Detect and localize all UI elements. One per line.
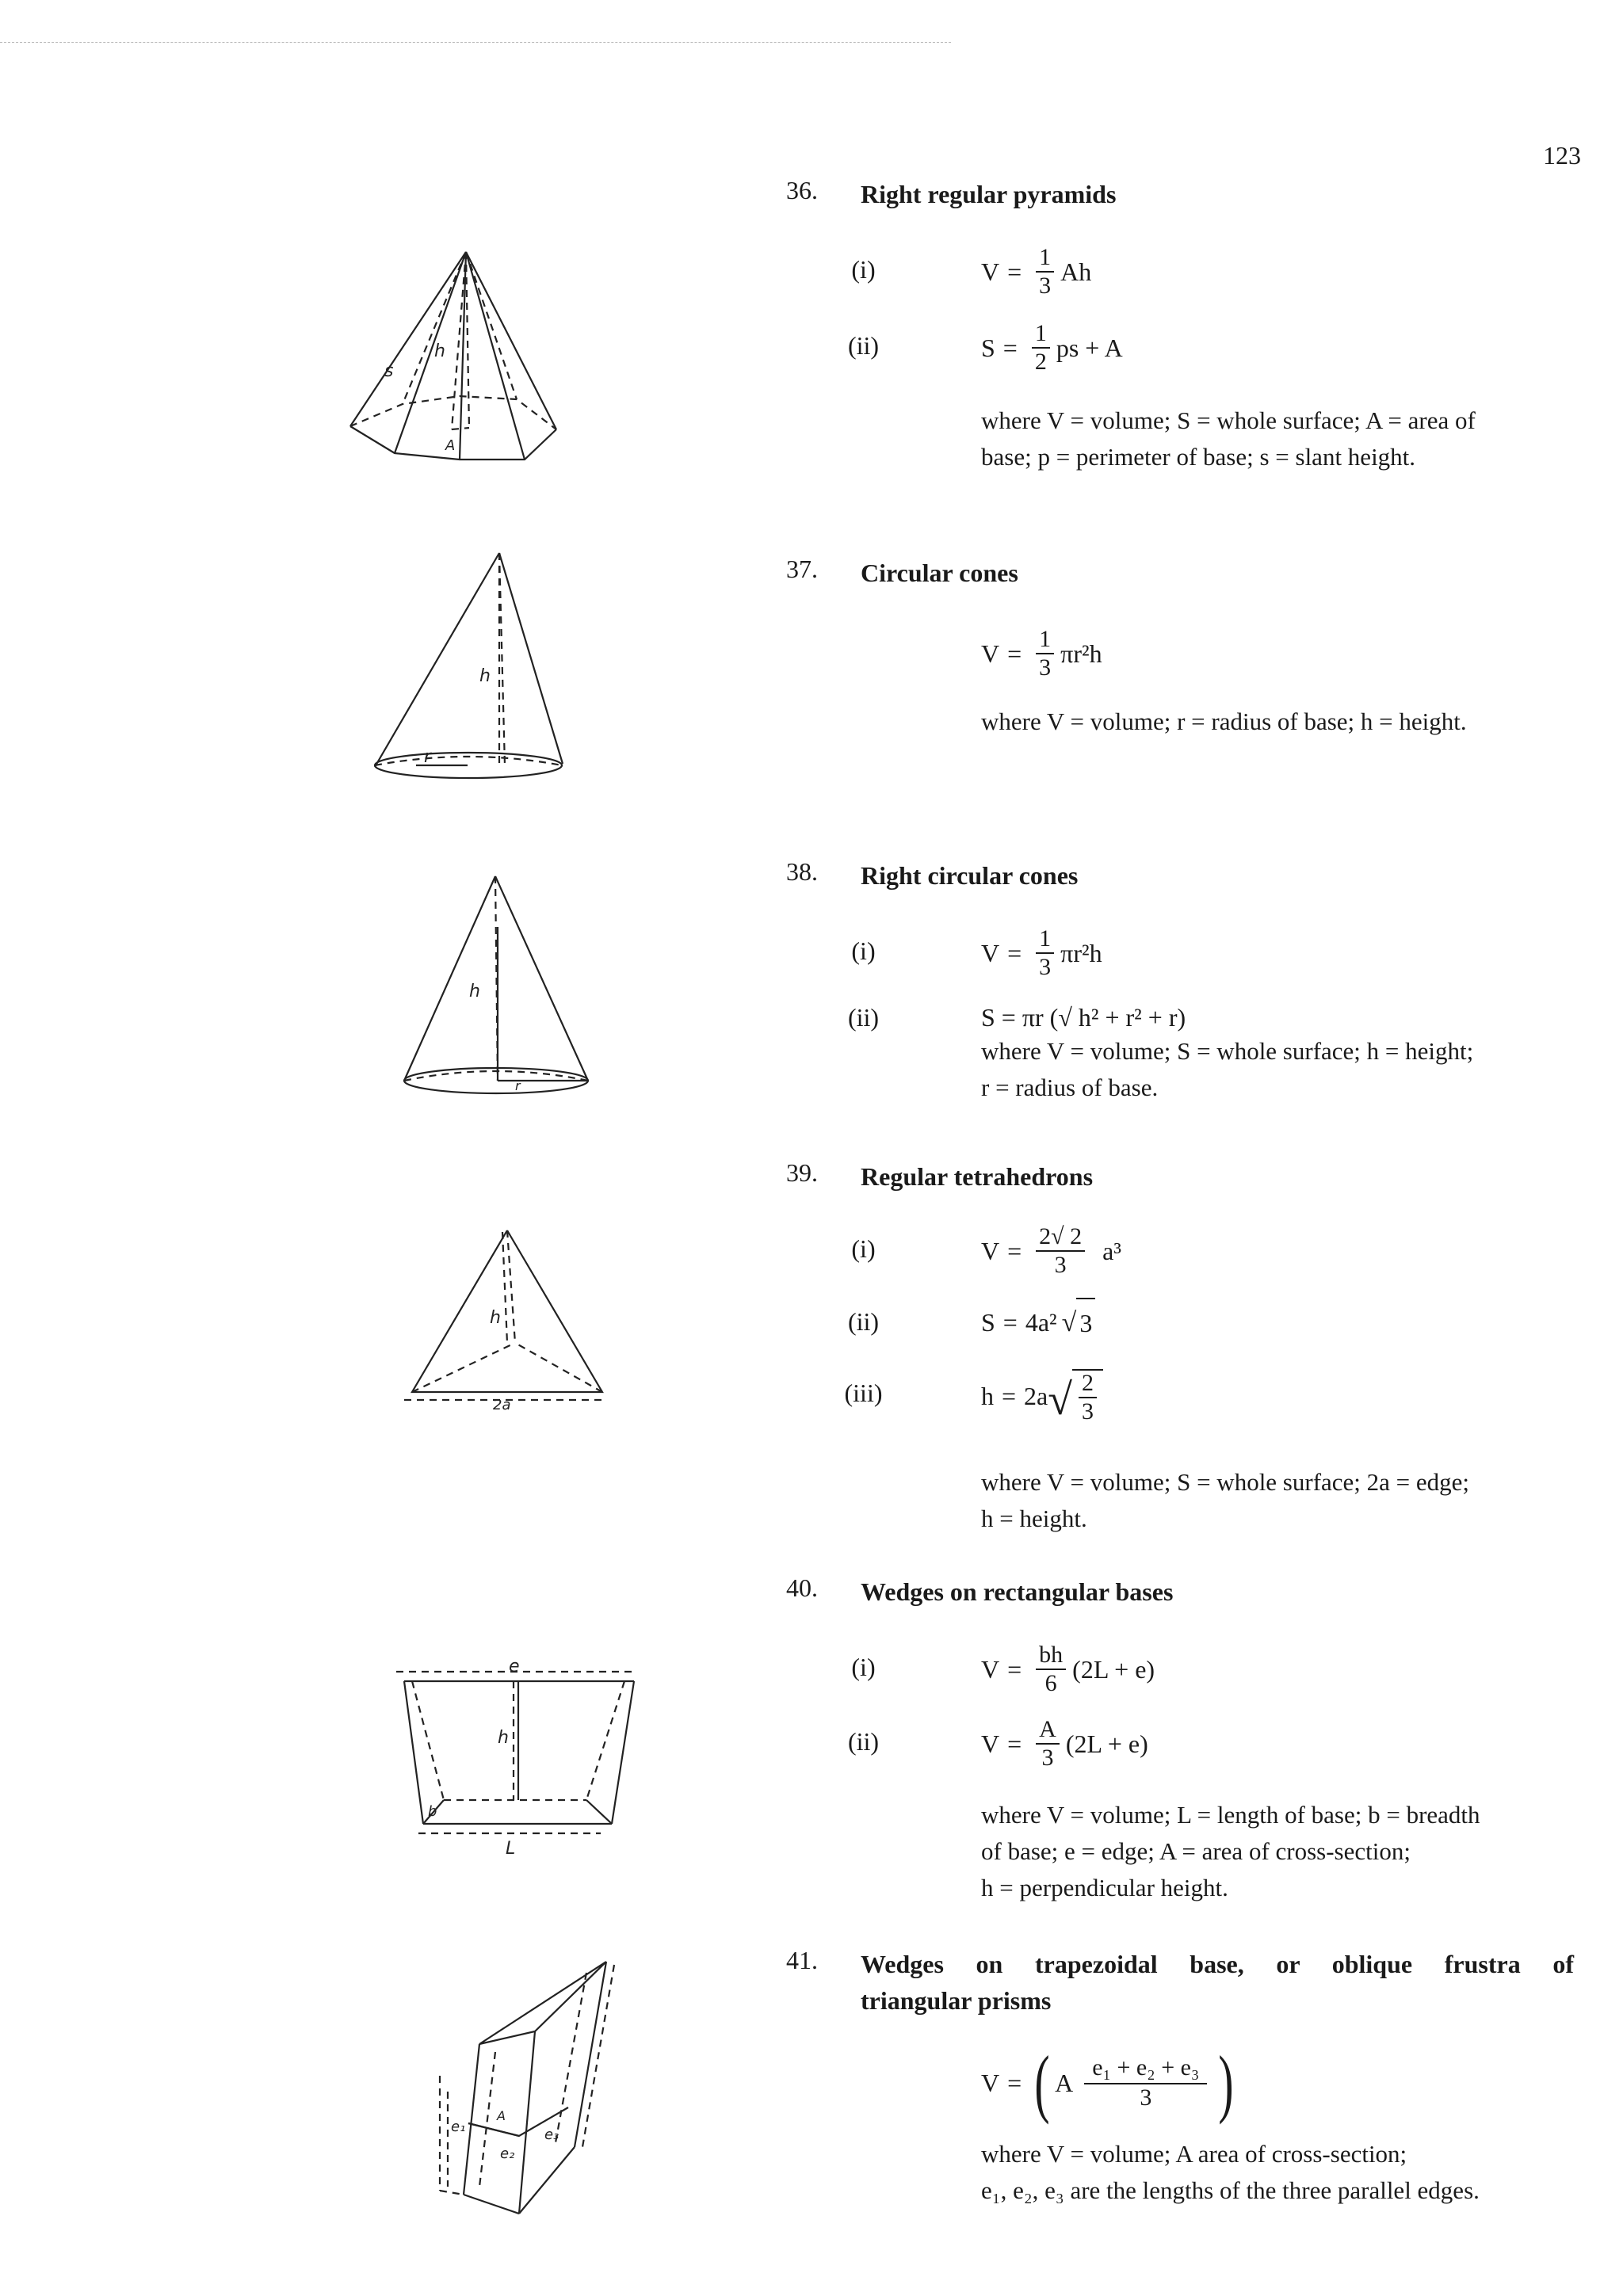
formula-label: (i) [851, 1234, 876, 1263]
label-A: A [445, 437, 456, 454]
figure-circular-cone [369, 547, 575, 784]
formula: V = ( A $\frac{\text{e₁ + e₂ + e₃}}{3}$ ) [981, 2040, 1234, 2125]
fraction: $\frac{1}{3}$ [1036, 246, 1054, 298]
label-r: r [515, 1078, 521, 1093]
formula: S = $\frac{1}{2}$ ps + A [981, 320, 1123, 375]
figure-wedge-rectangular [396, 1657, 642, 1862]
fraction: $\frac{bh}{6}$ [1036, 1643, 1066, 1695]
section-title: Circular cones [861, 559, 1018, 587]
formula-label: (ii) [847, 1003, 880, 1032]
label-A: A [497, 2108, 506, 2123]
formula: S = πr (√ h² + r² + r) [981, 1003, 1186, 1032]
label-e2: e₂ [500, 2145, 515, 2162]
formula-inner: A [1055, 2069, 1074, 2097]
formula-rhs: (2L + e) [1072, 1655, 1155, 1684]
figure-oblique-frustum [424, 1957, 622, 2218]
label-h: h [434, 341, 445, 361]
label-r: r [424, 747, 432, 767]
section-number: 40. [786, 1573, 818, 1602]
section-title: Right circular cones [861, 861, 1079, 890]
definitions: where V = volume; S = whole surface; h = height; r = radius of base. [981, 1037, 1474, 1101]
formula: S = 4a² √ 3 [981, 1298, 1095, 1347]
formula: V = $\frac{1}{3}$ πr²h [981, 925, 1102, 980]
definitions: where V = volume; S = whole surface; 2a = edge; h = height. [981, 1468, 1470, 1532]
label-h: h [479, 666, 491, 686]
formula-rhs: a³ [1102, 1237, 1121, 1265]
figure-right-circular-cone [396, 871, 602, 1109]
label-e3: e₃ [544, 2126, 559, 2143]
formula-lhs: V [981, 1655, 1000, 1684]
formula-coef: 4a² [1025, 1308, 1057, 1337]
page-number: 123 [1543, 141, 1581, 170]
label-e1: e₁ [451, 2119, 466, 2135]
formula: V = $\frac{A}{3}$ (2L + e) [981, 1716, 1148, 1771]
section-title: Right regular pyramids [861, 180, 1117, 208]
formula-rhs: ps + A [1056, 334, 1123, 362]
section-title: Wedges on rectangular bases [861, 1577, 1174, 1606]
fraction: $\frac{2√ 2}{3}$ [1036, 1225, 1085, 1277]
figure-tetrahedron [404, 1224, 618, 1422]
label-2a: 2a [493, 1397, 511, 1413]
label-b: b [428, 1803, 437, 1820]
definitions: where V = volume; r = radius of base; h = height. [981, 707, 1467, 735]
label-s: s [384, 361, 394, 381]
fraction: $\frac{1}{3}$ [1036, 927, 1054, 979]
formula-lhs: S [981, 1308, 995, 1337]
square-root: √ 3 [1062, 1298, 1096, 1347]
formula-rhs: (2L + e) [1065, 1730, 1148, 1758]
section-number: 38. [786, 857, 818, 886]
section-number: 36. [786, 176, 818, 204]
formula-label: (i) [851, 1653, 876, 1681]
formula: h = 2a √ $\frac{2}{3}$ [981, 1369, 1103, 1424]
formula-label: (ii) [847, 1727, 880, 1756]
section-number: 41. [786, 1946, 818, 1974]
formula-lhs: V [981, 1237, 1000, 1265]
label-e: e [509, 1657, 520, 1676]
formula-label: (iii) [844, 1379, 883, 1407]
formula: V = $\frac{2√ 2}{3}$ a³ [981, 1223, 1121, 1278]
formula-lhs: V [981, 257, 1000, 286]
section-number: 39. [786, 1158, 818, 1187]
fraction: $\frac{\text{e₁ + e₂ + e₃}}{3}$ [1084, 2056, 1207, 2110]
label-h: h [490, 1308, 501, 1328]
formula-label: (i) [851, 936, 876, 965]
section-title: Regular tetrahedrons [861, 1162, 1094, 1191]
figure-pyramid [341, 246, 571, 467]
formula-rhs: πr²h [1060, 639, 1102, 668]
formula-rhs: πr²h [1060, 939, 1102, 967]
formula-rhs: Ah [1060, 257, 1092, 286]
definitions: where V = volume; S = whole surface; A = area of base; p = perimeter of base; s = slant height. [981, 406, 1476, 471]
formula-label: (i) [851, 255, 876, 284]
definitions: where V = volume; L = length of base; b = breadth of base; e = edge; A = area of cross-section; h = perpendicular height. [981, 1801, 1480, 1901]
label-h: h [469, 982, 480, 1001]
fraction: $\frac{1}{3}$ [1036, 627, 1054, 680]
fraction: $\frac{A}{3}$ [1036, 1718, 1060, 1770]
formula-coef: 2a [1024, 1382, 1048, 1411]
formula-lhs: h [981, 1382, 994, 1411]
scan-top-edge [0, 42, 951, 43]
section-title: Wedges on trapezoidal base, or oblique frustra of triangular prisms [861, 1950, 1574, 2015]
formula-lhs: S [981, 334, 995, 362]
formula-lhs: V [981, 939, 1000, 967]
formula-label: (ii) [847, 331, 880, 360]
formula-lhs: V [981, 1730, 1000, 1758]
label-L: L [506, 1839, 516, 1859]
fraction: $\frac{1}{2}$ [1032, 322, 1050, 374]
formula: V = $\frac{1}{3}$ πr²h [981, 626, 1102, 681]
formula-label: (ii) [847, 1307, 880, 1336]
formula-lhs: V [981, 639, 1000, 668]
formula: V = $\frac{1}{3}$ Ah [981, 244, 1092, 299]
label-h: h [498, 1728, 509, 1748]
definitions: where V = volume; A area of cross-section; e₁, e₂, e₃ are the lengths of the three parallel edges. [981, 2140, 1480, 2204]
section-number: 37. [786, 555, 818, 583]
square-root: √ $\frac{2}{3}$ [1048, 1369, 1103, 1424]
formula-lhs: V [981, 2069, 1000, 2097]
formula: V = $\frac{bh}{6}$ (2L + e) [981, 1642, 1155, 1696]
